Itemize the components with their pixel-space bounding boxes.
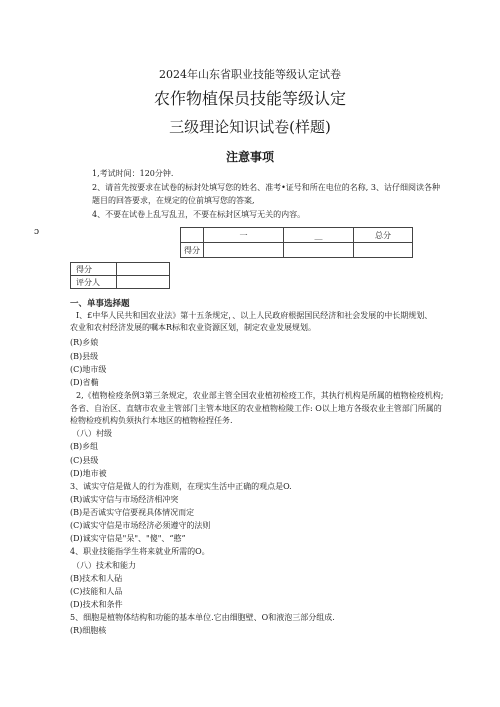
question-line: 2,《植物检疫条例3第三条规定，农业部主管全国农业植初检疫工作，其执行机构是所属的植物检疫机构; xyxy=(76,391,444,400)
notice-item: 2、请首先按要求在试卷的标封处填写您的姓名、准考•证号和所在电位的名称, 3、诂仔细阅读各种 xyxy=(92,183,440,192)
option-line: (B)县级 xyxy=(70,352,99,361)
grader-cell[interactable] xyxy=(117,263,170,276)
question-line: 5、细胞是植物体结构和功能的基本单位.它由细胞壁、O和液泡三部分组成. xyxy=(70,613,335,622)
score-table-corner xyxy=(181,228,204,243)
question-line: 4、职业技能指学生将来就业所需的O。 xyxy=(70,547,210,556)
section-title: 一、单事选择题 xyxy=(70,299,130,309)
option-line: (D)地市被 xyxy=(70,469,107,478)
option-line: （八）技术和能力 xyxy=(72,561,136,570)
option-line: (R)细胞核 xyxy=(70,626,107,635)
score-header-2: __ xyxy=(284,228,354,243)
question-line: 农业和农村经济发展的嘱本R标和农业资源区划，制定农业发展规划。 xyxy=(70,323,317,332)
option-line: (C)县级 xyxy=(70,456,99,465)
option-line: (D)技术和条件 xyxy=(70,600,123,609)
question-line: 检物检疫机构负须执行本地区的植物检捏任务. xyxy=(70,416,233,425)
grader-table xyxy=(70,262,170,289)
notice-item: 1,考试时间：120分钟. xyxy=(92,169,174,178)
grader-label-person: 评分人 xyxy=(71,276,117,289)
option-line: (C)技能和人品 xyxy=(70,587,123,596)
grader-label-score: 得分 xyxy=(71,263,117,276)
score-header-total: 总分 xyxy=(354,228,413,243)
score-cell[interactable] xyxy=(204,243,284,258)
exam-header-paper: 三级理论知识试卷(样题) xyxy=(169,118,331,136)
option-line: (R)诚实守信与市场经济相冲突 xyxy=(70,495,179,504)
option-line: (R)乡娘 xyxy=(70,338,99,347)
grader-cell[interactable] xyxy=(117,276,170,289)
exam-header-year: 2024年山东省职业技能等级认定试卷 xyxy=(159,68,341,81)
score-cell[interactable] xyxy=(354,243,413,258)
score-cell[interactable] xyxy=(284,243,354,258)
option-line: (D)诚实守信是"呆"、"傻"、“憨” xyxy=(70,534,186,543)
option-line: (B)是否诚实守信要视具体情况而定 xyxy=(70,508,195,517)
score-row-label: 得分 xyxy=(181,243,204,258)
notice-item: 4、不要在试卷上乱写乱丑，不要在标封区填写无关的内容。 xyxy=(92,210,306,219)
option-line: (C)地市级 xyxy=(70,365,107,374)
option-line: (C)诚实守信是市场经济必须遵守的法则 xyxy=(70,521,211,530)
score-header-1: 一 xyxy=(204,228,284,243)
notice-item: 题目的回答要求，在规定的位前填写您的答案, xyxy=(92,196,255,205)
question-line: 各省、自治区、直辖市农业主管部门主管本地区的农业植物检陵工作: O以上地方各级农业主管部门所属的 xyxy=(70,404,442,413)
margin-mark: ɔ xyxy=(34,227,40,237)
option-line: (D)省椭 xyxy=(70,378,99,387)
question-line: I、£中华人民共和国农业法》第十五条规定，、以上人民政府根据国民经济和社会发展的中长期规划、 xyxy=(76,311,433,320)
option-line: （八）村级 xyxy=(72,429,112,438)
option-line: (B)技术和人砧 xyxy=(70,574,123,583)
score-table xyxy=(180,227,413,258)
exam-header-subject: 农作物植保员技能等级认定 xyxy=(153,89,346,108)
notice-title: 注意事项 xyxy=(225,150,274,164)
question-line: 3、诚实守信是做人的行为准则，在现实生活中正确的观点是O. xyxy=(70,482,292,491)
option-line: (B)乡组 xyxy=(70,442,99,451)
